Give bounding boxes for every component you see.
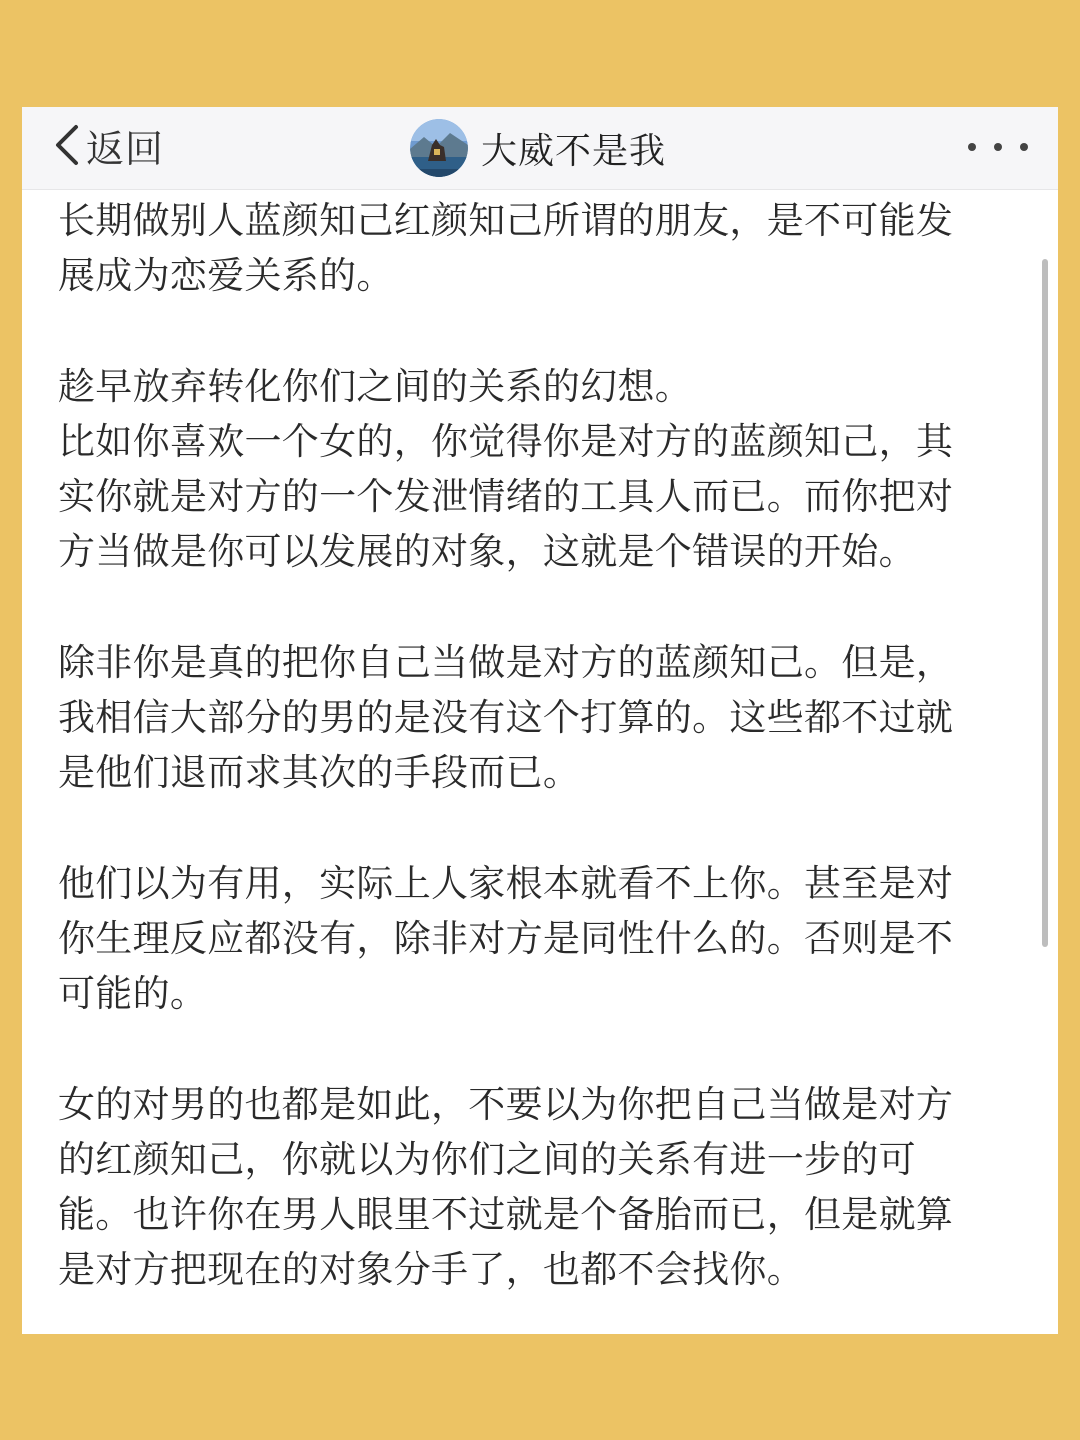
- paragraph-1: 长期做别人蓝颜知己红颜知己所谓的朋友，是不可能发 展成为恋爱关系的。: [58, 199, 954, 297]
- author-header[interactable]: [410, 107, 666, 189]
- back-label: 返回: [86, 126, 165, 171]
- more-dot: [994, 143, 1002, 151]
- paragraph-5: 女的对男的也都是如此，不要以为你把自己当做是对方 的红颜知己，你就以为你们之间的关系有进一步的可 能。也许你在男人眼里不过就是个备胎而已，但是就算 是对方把现在的对象分手了，也都不会找你。: [58, 1083, 954, 1291]
- more-button[interactable]: [968, 127, 1028, 167]
- post-card: [22, 107, 1058, 1334]
- paragraph-4: 他们以为有用，实际上人家根本就看不上你。甚至是对 你生理反应都没有，除非对方是同性什么的。否则是不 可能的。: [58, 862, 954, 1015]
- top-navbar: [22, 107, 1058, 190]
- paragraph-3: 除非你是真的把你自己当做是对方的蓝颜知己。但是， 我相信大部分的男的是没有这个打算的。这些都不过就 是他们退而求其次的手段而已。: [58, 641, 954, 794]
- paragraph-2: 趁早放弃转化你们之间的关系的幻想。 比如你喜欢一个女的，你觉得你是对方的蓝颜知己，其 实你就是对方的一个发泄情绪的工具人而已。而你把对 方当做是你可以发展的对象，这就是个错误的开始。: [58, 365, 954, 573]
- more-horizontal-icon: [968, 143, 976, 151]
- more-dot: [1020, 143, 1028, 151]
- chevron-left-icon: [48, 115, 84, 175]
- back-button[interactable]: [48, 115, 164, 175]
- avatar[interactable]: [410, 119, 468, 177]
- post-content: [58, 193, 1008, 1334]
- scrollbar[interactable]: [1042, 259, 1048, 947]
- author-name[interactable]: 大威不是我: [481, 130, 667, 172]
